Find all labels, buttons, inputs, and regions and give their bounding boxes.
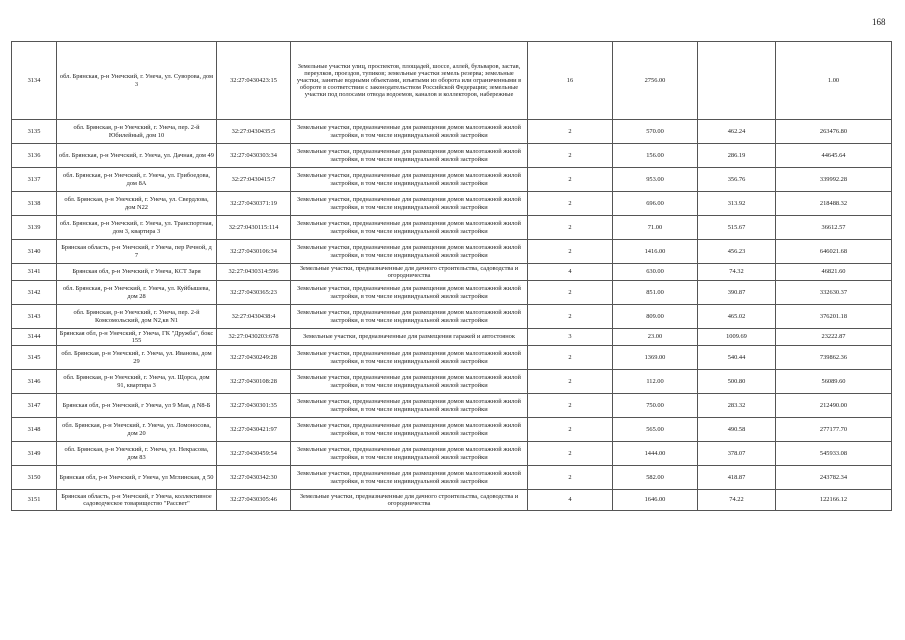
cadastral-number-cell: 32:27:0430459:54 <box>217 442 291 466</box>
row-number-cell: 3135 <box>12 120 57 144</box>
permitted-use-cell: Земельные участки, предназначенные для дачного строительства, садоводства и огородничества <box>291 264 528 281</box>
cadastral-number-cell: 32:27:0430305:46 <box>217 490 291 511</box>
table-row <box>12 240 892 264</box>
cadastral-number-cell: 32:27:0430423:15 <box>217 42 291 120</box>
permitted-use-cell: Земельные участки, предназначенные для дачного строительства, садоводства и огородничества <box>291 490 528 511</box>
address-cell: Брянская обл, р-н Унечский, г Унеча, ул Мглинская, д 50 <box>57 466 217 490</box>
cadastral-value-cell: 23222.87 <box>776 329 892 346</box>
address-cell: обл. Брянская, р-н Унечский, г. Унеча, ул. Куйбышева, дом 28 <box>57 281 217 305</box>
permitted-use-cell: Земельные участки, предназначенные для размещения домов малоэтажной жилой застройки, в том числе индивидуальной жилой застройки <box>291 144 528 168</box>
row-number-cell: 3150 <box>12 466 57 490</box>
cadastral-value-cell: 243782.34 <box>776 466 892 490</box>
address-cell: обл. Брянская, р-н Унечский, г. Унеча, ул. Дачная, дом 49 <box>57 144 217 168</box>
row-number-cell: 3137 <box>12 168 57 192</box>
area-cell: 851.00 <box>613 281 698 305</box>
use-category-cell: 3 <box>528 329 613 346</box>
cadastral-number-cell: 32:27:0430303:34 <box>217 144 291 168</box>
cadastral-number-cell: 32:27:0430301:35 <box>217 394 291 418</box>
cadastral-number-cell: 32:27:0430438:4 <box>217 305 291 329</box>
table-row <box>12 442 892 466</box>
use-category-cell: 2 <box>528 370 613 394</box>
use-category-cell: 2 <box>528 466 613 490</box>
cadastral-number-cell: 32:27:0430203:678 <box>217 329 291 346</box>
cadastral-number-cell: 32:27:0430106:34 <box>217 240 291 264</box>
table-row <box>12 192 892 216</box>
permitted-use-cell: Земельные участки, предназначенные для размещения домов малоэтажной жилой застройки, в том числе индивидуальной жилой застройки <box>291 305 528 329</box>
cadastral-value-cell: 44645.64 <box>776 144 892 168</box>
use-category-cell: 2 <box>528 442 613 466</box>
cadastral-value-cell: 36612.57 <box>776 216 892 240</box>
area-cell: 953.00 <box>613 168 698 192</box>
specific-value-cell <box>698 42 776 120</box>
cadastral-value-cell: 46821.60 <box>776 264 892 281</box>
table-row <box>12 216 892 240</box>
area-cell: 1646.00 <box>613 490 698 511</box>
table-row <box>12 264 892 281</box>
specific-value-cell: 283.32 <box>698 394 776 418</box>
cadastral-number-cell: 32:27:0430108:28 <box>217 370 291 394</box>
table-row <box>12 490 892 511</box>
specific-value-cell: 286.19 <box>698 144 776 168</box>
row-number-cell: 3149 <box>12 442 57 466</box>
row-number-cell: 3148 <box>12 418 57 442</box>
area-cell: 809.00 <box>613 305 698 329</box>
table-row <box>12 394 892 418</box>
address-cell: обл. Брянская, р-н Унечский, г. Унеча, пер. 2-й Комсомольский, дом N2,кв N1 <box>57 305 217 329</box>
cadastral-value-cell: 218488.32 <box>776 192 892 216</box>
address-cell: Брянская обл, р-н Унечский, г Унеча, КСТ Заря <box>57 264 217 281</box>
specific-value-cell: 462.24 <box>698 120 776 144</box>
permitted-use-cell: Земельные участки, предназначенные для размещения домов малоэтажной жилой застройки, в том числе индивидуальной жилой застройки <box>291 281 528 305</box>
specific-value-cell: 540.44 <box>698 346 776 370</box>
use-category-cell: 4 <box>528 264 613 281</box>
use-category-cell: 2 <box>528 120 613 144</box>
table-row <box>12 329 892 346</box>
specific-value-cell: 356.76 <box>698 168 776 192</box>
use-category-cell: 2 <box>528 168 613 192</box>
row-number-cell: 3142 <box>12 281 57 305</box>
use-category-cell: 2 <box>528 216 613 240</box>
address-cell: обл. Брянская, р-н Унечский, г. Унеча, ул. Иванова, дом 29 <box>57 346 217 370</box>
use-category-cell: 2 <box>528 144 613 168</box>
area-cell: 570.00 <box>613 120 698 144</box>
area-cell: 696.00 <box>613 192 698 216</box>
address-cell: обл. Брянская, р-н Унечский, г. Унеча, ул. Транспортная, дом 3, квартира 3 <box>57 216 217 240</box>
specific-value-cell: 456.23 <box>698 240 776 264</box>
row-number-cell: 3147 <box>12 394 57 418</box>
address-cell: обл. Брянская, р-н Унечский, г. Унеча, ул. Некрасова, дом 83 <box>57 442 217 466</box>
cadastral-value-cell: 376201.18 <box>776 305 892 329</box>
cadastral-number-cell: 32:27:0430342:30 <box>217 466 291 490</box>
cadastral-value-cell: 332630.37 <box>776 281 892 305</box>
cadastral-number-cell: 32:27:0430249:28 <box>217 346 291 370</box>
specific-value-cell: 74.32 <box>698 264 776 281</box>
permitted-use-cell: Земельные участки, предназначенные для размещения гаражей и автостоянок <box>291 329 528 346</box>
row-number-cell: 3141 <box>12 264 57 281</box>
cadastral-value-cell: 263476.80 <box>776 120 892 144</box>
specific-value-cell: 390.87 <box>698 281 776 305</box>
cadastral-value-cell: 212490.00 <box>776 394 892 418</box>
row-number-cell: 3146 <box>12 370 57 394</box>
area-cell: 112.00 <box>613 370 698 394</box>
row-number-cell: 3138 <box>12 192 57 216</box>
address-cell: Брянская область, р-н Унечский, г Унеча, пер Речной, д 7 <box>57 240 217 264</box>
area-cell: 2756.00 <box>613 42 698 120</box>
specific-value-cell: 465.02 <box>698 305 776 329</box>
cadastral-value-cell: 739862.36 <box>776 346 892 370</box>
row-number-cell: 3139 <box>12 216 57 240</box>
address-cell: обл. Брянская, р-н Унечский, г. Унеча, ул. Свердлова, дом N22 <box>57 192 217 216</box>
cadastral-number-cell: 32:27:0430435:5 <box>217 120 291 144</box>
address-cell: обл. Брянская, р-н Унечский, г. Унеча, ул. Ломоносова, дом 20 <box>57 418 217 442</box>
row-number-cell: 3136 <box>12 144 57 168</box>
area-cell: 1444.00 <box>613 442 698 466</box>
address-cell: Брянская обл, р-н Унечский, г Унеча, ул 9 Мая, д N8-Б <box>57 394 217 418</box>
table-row <box>12 168 892 192</box>
table-row <box>12 305 892 329</box>
address-cell: Брянская область, р-н Унечский, г Унеча, коллективное садоводческое товарищество "Рассвет" <box>57 490 217 511</box>
area-cell: 71.00 <box>613 216 698 240</box>
permitted-use-cell: Земельные участки, предназначенные для размещения домов малоэтажной жилой застройки, в том числе индивидуальной жилой застройки <box>291 240 528 264</box>
cadastral-number-cell: 32:27:0430365:23 <box>217 281 291 305</box>
cadastral-value-cell: 277177.70 <box>776 418 892 442</box>
specific-value-cell: 418.87 <box>698 466 776 490</box>
specific-value-cell: 74.22 <box>698 490 776 511</box>
specific-value-cell: 313.92 <box>698 192 776 216</box>
area-cell: 565.00 <box>613 418 698 442</box>
use-category-cell: 2 <box>528 394 613 418</box>
area-cell: 750.00 <box>613 394 698 418</box>
address-cell: Брянская обл, р-н Унечский, г Унеча, ГК "Дружба", бокс 155 <box>57 329 217 346</box>
cadastral-value-cell: 545933.08 <box>776 442 892 466</box>
table-row <box>12 346 892 370</box>
cadastral-value-cell: 339992.28 <box>776 168 892 192</box>
use-category-cell: 2 <box>528 281 613 305</box>
area-cell: 1369.00 <box>613 346 698 370</box>
table-row <box>12 120 892 144</box>
permitted-use-cell: Земельные участки, предназначенные для размещения домов малоэтажной жилой застройки, в том числе индивидуальной жилой застройки <box>291 442 528 466</box>
cadastral-value-cell: 646021.68 <box>776 240 892 264</box>
table-row <box>12 418 892 442</box>
cadastral-number-cell: 32:27:0430421:97 <box>217 418 291 442</box>
use-category-cell: 2 <box>528 418 613 442</box>
page-number: 168 <box>872 17 886 27</box>
permitted-use-cell: Земельные участки улиц, проспектов, площадей, шоссе, аллей, бульваров, застав, переулков, проездов, тупиков; земельные участки земель резерва; земельные участки, занятые водными объектами, изъятыми из оборота или ограниченными в обороте в соответствии с законодательством Российской Федерации; земельные участки под полосами отвода водоемов, каналов и коллекторов, набережные <box>291 42 528 120</box>
permitted-use-cell: Земельные участки, предназначенные для размещения домов малоэтажной жилой застройки, в том числе индивидуальной жилой застройки <box>291 120 528 144</box>
address-cell: обл. Брянская, р-н Унечский, г. Унеча, ул. Щорса, дом 91, квартира 3 <box>57 370 217 394</box>
row-number-cell: 3144 <box>12 329 57 346</box>
permitted-use-cell: Земельные участки, предназначенные для размещения домов малоэтажной жилой застройки, в том числе индивидуальной жилой застройки <box>291 168 528 192</box>
table-row <box>12 281 892 305</box>
specific-value-cell: 378.07 <box>698 442 776 466</box>
table-row <box>12 466 892 490</box>
row-number-cell: 3143 <box>12 305 57 329</box>
use-category-cell: 2 <box>528 346 613 370</box>
permitted-use-cell: Земельные участки, предназначенные для размещения домов малоэтажной жилой застройки, в том числе индивидуальной жилой застройки <box>291 418 528 442</box>
specific-value-cell: 515.67 <box>698 216 776 240</box>
specific-value-cell: 1009.69 <box>698 329 776 346</box>
table-row <box>12 42 892 120</box>
cadastral-number-cell: 32:27:0430371:19 <box>217 192 291 216</box>
area-cell: 582.00 <box>613 466 698 490</box>
row-number-cell: 3134 <box>12 42 57 120</box>
area-cell: 1416.00 <box>613 240 698 264</box>
row-number-cell: 3145 <box>12 346 57 370</box>
address-cell: обл. Брянская, р-н Унечский, г. Унеча, пер. 2-й Юбилейный, дом 10 <box>57 120 217 144</box>
row-number-cell: 3151 <box>12 490 57 511</box>
address-cell: обл. Брянская, р-н Унечский, г. Унеча, ул. Грибоедова, дом 8А <box>57 168 217 192</box>
use-category-cell: 2 <box>528 192 613 216</box>
cadastral-value-cell: 1.00 <box>776 42 892 120</box>
cadastral-registry-table <box>11 41 892 511</box>
use-category-cell: 2 <box>528 305 613 329</box>
specific-value-cell: 490.58 <box>698 418 776 442</box>
cadastral-number-cell: 32:27:0430314:596 <box>217 264 291 281</box>
specific-value-cell: 500.80 <box>698 370 776 394</box>
use-category-cell: 2 <box>528 240 613 264</box>
permitted-use-cell: Земельные участки, предназначенные для размещения домов малоэтажной жилой застройки, в том числе индивидуальной жилой застройки <box>291 370 528 394</box>
table-row <box>12 144 892 168</box>
cadastral-number-cell: 32:27:0430415:7 <box>217 168 291 192</box>
table-row <box>12 370 892 394</box>
area-cell: 630.00 <box>613 264 698 281</box>
permitted-use-cell: Земельные участки, предназначенные для размещения домов малоэтажной жилой застройки, в том числе индивидуальной жилой застройки <box>291 216 528 240</box>
use-category-cell: 4 <box>528 490 613 511</box>
cadastral-value-cell: 122166.12 <box>776 490 892 511</box>
permitted-use-cell: Земельные участки, предназначенные для размещения домов малоэтажной жилой застройки, в том числе индивидуальной жилой застройки <box>291 346 528 370</box>
row-number-cell: 3140 <box>12 240 57 264</box>
permitted-use-cell: Земельные участки, предназначенные для размещения домов малоэтажной жилой застройки, в том числе индивидуальной жилой застройки <box>291 394 528 418</box>
permitted-use-cell: Земельные участки, предназначенные для размещения домов малоэтажной жилой застройки, в том числе индивидуальной жилой застройки <box>291 466 528 490</box>
use-category-cell: 16 <box>528 42 613 120</box>
cadastral-value-cell: 56089.60 <box>776 370 892 394</box>
cadastral-number-cell: 32:27:0430115:114 <box>217 216 291 240</box>
permitted-use-cell: Земельные участки, предназначенные для размещения домов малоэтажной жилой застройки, в том числе индивидуальной жилой застройки <box>291 192 528 216</box>
address-cell: обл. Брянская, р-н Унечский, г. Унеча, ул. Суворова, дом 3 <box>57 42 217 120</box>
area-cell: 23.00 <box>613 329 698 346</box>
area-cell: 156.00 <box>613 144 698 168</box>
